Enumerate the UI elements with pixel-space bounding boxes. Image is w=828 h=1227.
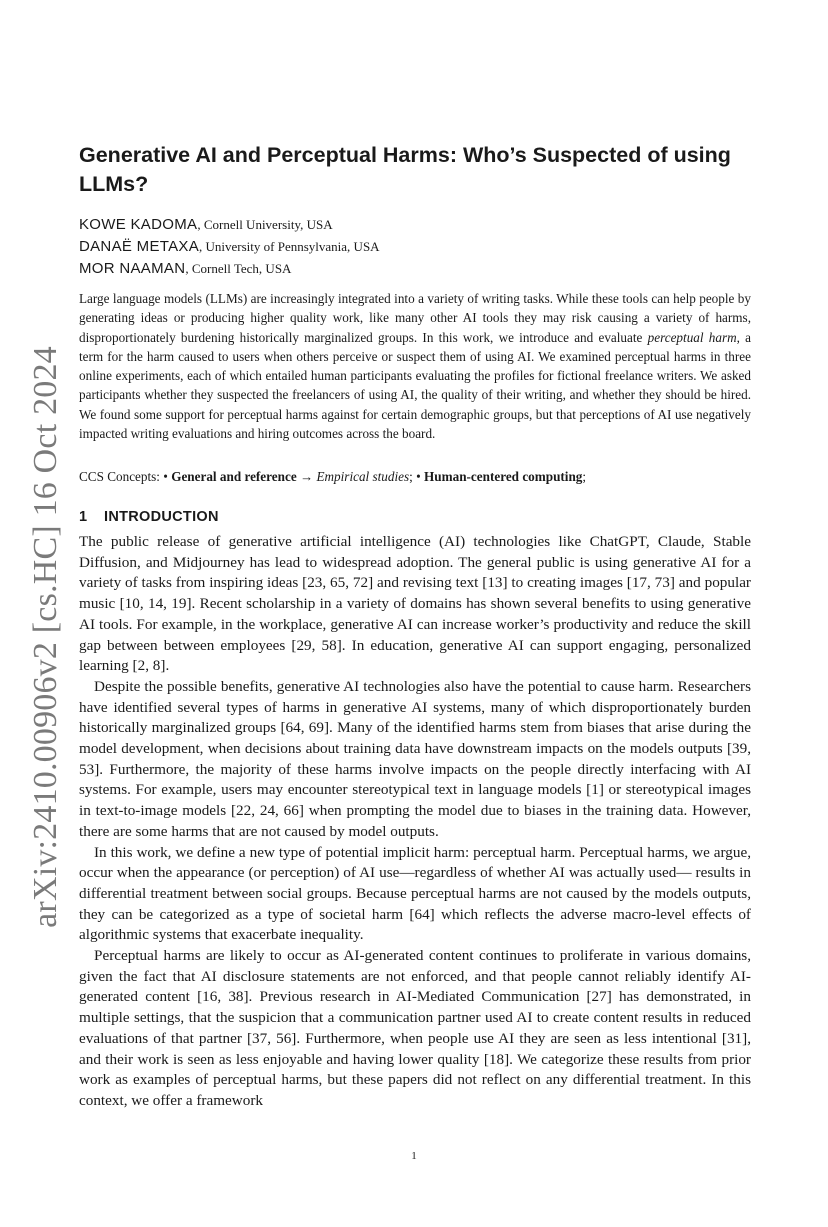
section-heading	[79, 507, 219, 527]
page-number: 1	[411, 1150, 417, 1162]
author-affiliation: , Cornell Tech, USA	[185, 261, 292, 276]
abstract-text: , a term for the harm caused to users when others perceive or suspect them of using AI. We examined perceptual harms in three online experiments, each of which entailed human participants evaluating the profiles for fictional freelance writers. We asked participants whether they suspected the freelancers of using AI, the quality of their writing, and whether they should be hired. We found some support for perceptual harms against for certain demographic groups, but that perceptions of AI use negatively impacted writing evaluations and hiring outcomes across the board.	[79, 329, 752, 442]
author-name: KOWE KADOMA	[79, 216, 198, 233]
ccs-concept: Human-centered computing	[424, 469, 583, 484]
section-title: INTRODUCTION	[104, 509, 219, 525]
section-number: 1	[79, 509, 88, 525]
abstract-emphasis: perceptual harm	[647, 329, 737, 345]
paragraph: The public release of generative artificial intelligence (AI) technologies like ChatGPT, Claude, Stable Diffusion, and Midjourney has lead to widespread adoption. The general public is using generative AI for a variety of tasks from inspiring ideas [23, 65, 72] and revising text [13] to creating images [17, 73] and popular music [10, 14, 19]. Recent scholarship in a variety of domains has shown several benefits to using generative AI tools. For example, in the workplace, generative AI can increase worker’s productivity and reduce the skill gap between between employees [29, 58]. In education, generative AI can support engaging, personalized learning [2, 8].	[79, 533, 751, 675]
author-list	[79, 214, 769, 280]
ccs-arrow: →	[296, 469, 317, 484]
author-name: DANAË METAXA	[79, 238, 200, 255]
arxiv-identifier: arXiv:2410.00906v2 [cs.HC] 16 Oct 2024	[27, 346, 64, 928]
paragraph: Perceptual harms are likely to occur as AI-generated content continues to proliferate in various domains, given the fact that AI disclosure statements are not enforced, and that people cannot reliably identify AI-generated content [16, 38]. Previous research in AI-Mediated Communication [27] has demonstrated, in multiple settings, that the suspicion that a communication partner used AI to create content results in reduced evaluations of that partner [37, 56]. Furthermore, when people use AI they are seen as less intentional [31], and their work is seen as less enjoyable and having lower quality [18]. We categorize these results from prior work as examples of perceptual harms, but these papers did not reflect on any differential treatment. In this context, we offer a framework	[79, 947, 751, 1109]
ccs-concept: General and reference	[171, 469, 297, 484]
author-3	[79, 258, 769, 280]
author-1	[79, 214, 769, 236]
abstract-text: Large language models (LLMs) are increasingly integrated into a variety of writing tasks. While these tools can help people by generating ideas or producing higher quality work, like many other AI tools they may risk causing a variety of harms, disproportionately burdening historically marginalized groups. In this work, we introduce and evaluate	[79, 291, 751, 345]
paragraph: In this work, we define a new type of potential implicit harm: perceptual harm. Perceptual harms, we argue, occur when the appearance (or perception) of AI use—regardless of whether AI was actually used— results in differential treatment between social groups. Because perceptual harms are not caused by the models outputs, they can be categorized as a type of societal harm [64] which reflects the adverse macro-level effects of algorithmic systems that exacerbate inequality.	[79, 843, 751, 944]
paper-title: Generative AI and Perceptual Harms: Who’s Suspected of using LLMs?	[79, 143, 731, 196]
ccs-end: ;	[582, 469, 587, 484]
author-name: MOR NAAMAN	[79, 260, 186, 277]
ccs-separator: ; •	[409, 469, 425, 484]
author-affiliation: , Cornell University, USA	[197, 217, 333, 232]
author-affiliation: , University of Pennsylvania, USA	[199, 239, 380, 254]
ccs-label: CCS Concepts: •	[79, 469, 172, 484]
abstract	[79, 289, 751, 443]
body-text	[79, 532, 751, 1112]
paragraph: Despite the possible benefits, generative AI technologies also have the potential to cause harm. Researchers have identified several types of harms in generative AI systems, many of which disproportionately burden historically marginalized groups [64, 69]. Many of the identified harms stem from biases that arise during the model development, when decisions about training data have downstream impacts on the models outputs [39, 53]. Furthermore, the majority of these harms involve impacts on the people directly interfacing with AI systems. For example, users may encounter stereotypical text in language models [1] or stereotypical images in text-to-image models [22, 24, 66] when prompting the model due to biases in the training data. However, there are some harms that are not caused by model outputs.	[79, 677, 751, 840]
ccs-subconcept: Empirical studies	[316, 469, 410, 484]
author-2	[79, 236, 769, 258]
ccs-concepts	[79, 467, 751, 486]
